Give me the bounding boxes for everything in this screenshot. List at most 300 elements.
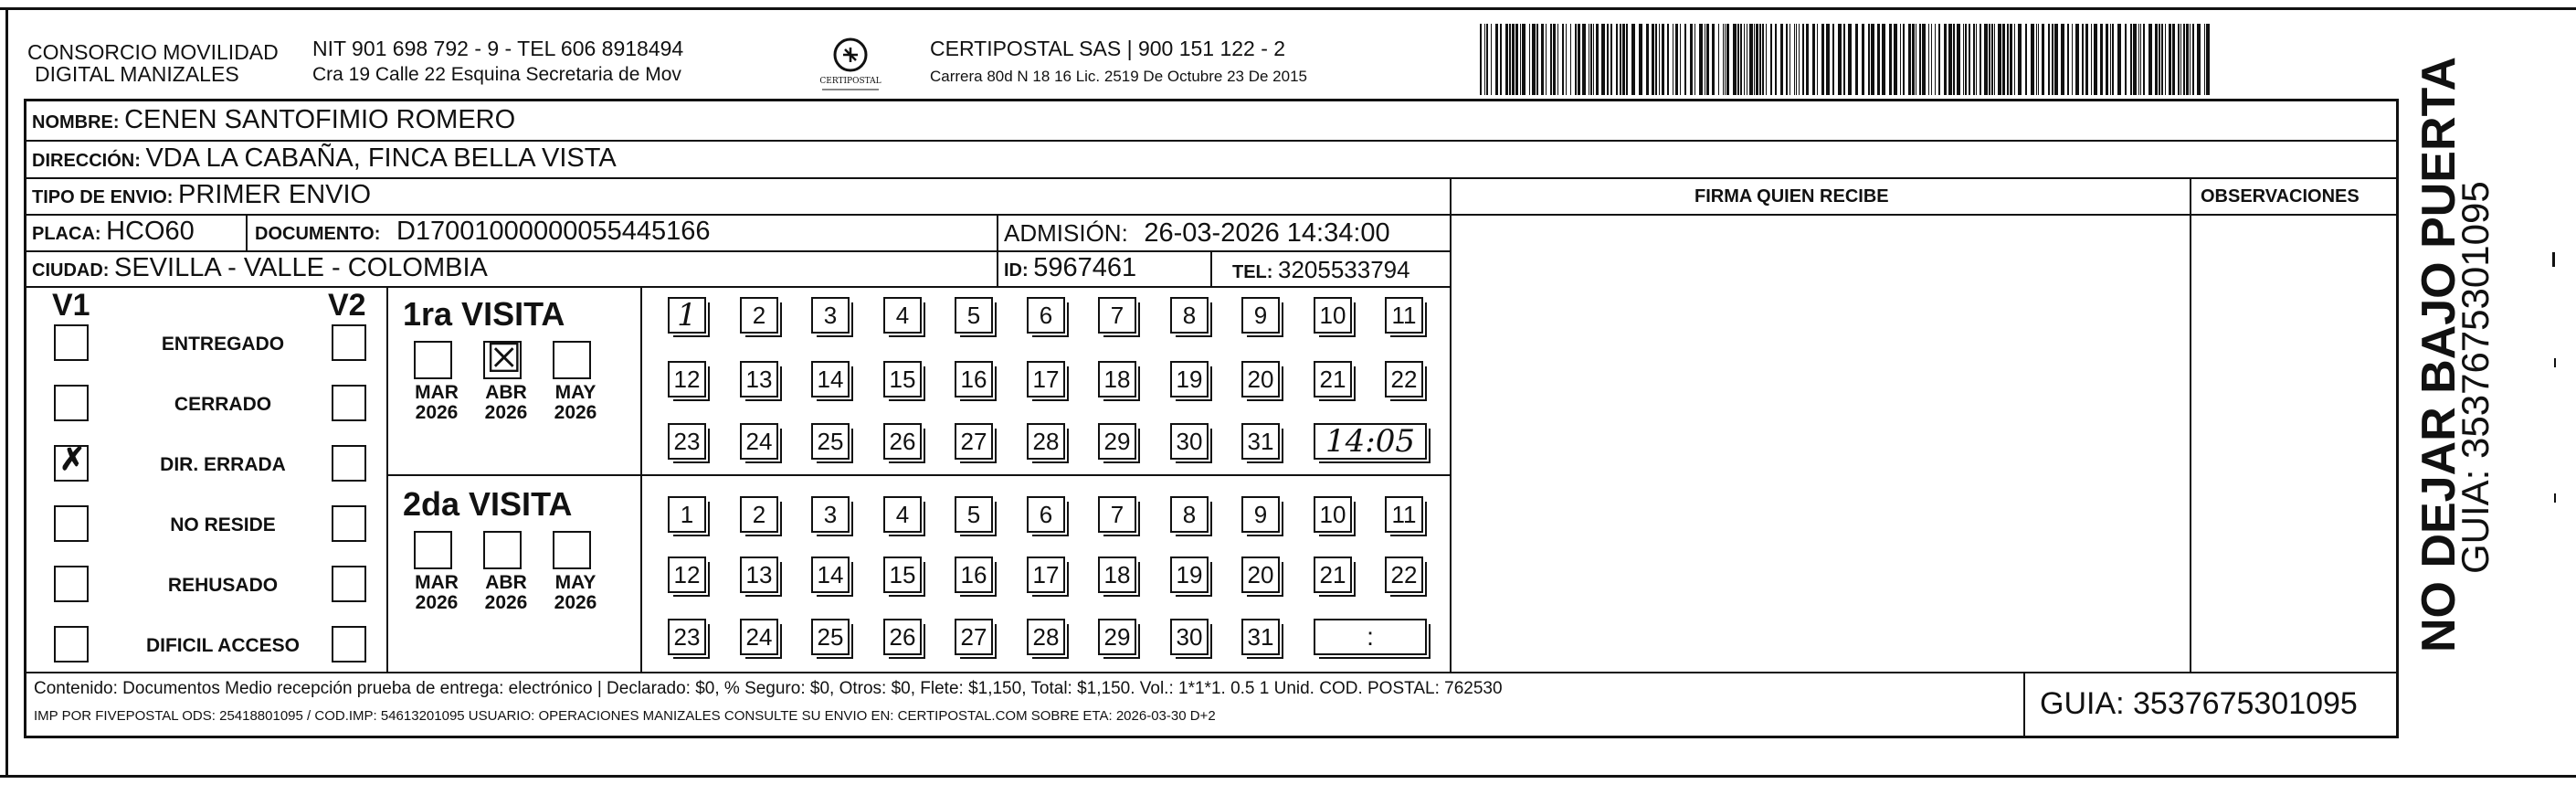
- visita1-day-box[interactable]: 10: [1314, 297, 1352, 334]
- visita2-day-box[interactable]: 24: [740, 619, 778, 655]
- visita1-day-box[interactable]: 5: [955, 297, 993, 334]
- visita1-day-box[interactable]: 7: [1098, 297, 1136, 334]
- barcode-bar: [1684, 24, 1686, 95]
- barcode-bar: [2133, 24, 2137, 95]
- barcode-bar: [2178, 24, 2180, 95]
- visita2-month-checkbox[interactable]: [553, 531, 591, 569]
- status-label: NO RESIDE: [170, 514, 276, 535]
- barcode-bar: [1980, 24, 1981, 95]
- direccion-label: DIRECCIÓN:: [32, 151, 141, 171]
- visita2-day-box[interactable]: 9: [1241, 496, 1280, 533]
- barcode-bar: [2010, 24, 2012, 95]
- page-edge-left: [5, 7, 8, 778]
- barcode-bar: [1553, 24, 1556, 95]
- barcode-bar: [1733, 24, 1737, 95]
- visita2-month-checkbox[interactable]: [414, 531, 452, 569]
- visita2-day-box[interactable]: 14: [811, 556, 850, 593]
- barcode-bar: [1675, 24, 1678, 95]
- no-dejar-bajo-puerta: NO DEJAR BAJO PUERTA: [2412, 56, 2465, 652]
- barcode-bar: [1601, 24, 1605, 95]
- barcode-bar: [1491, 24, 1492, 95]
- barcode-bar: [1505, 24, 1508, 95]
- month-year: 2026: [415, 402, 459, 423]
- barcode-bar: [2094, 24, 2097, 95]
- imp-text: IMP POR FIVEPOSTAL ODS: 25418801095 / COD.IMP: 54613201095 USUARIO: OPERACIONES MANIZALES CONSULTE SU ENVIO EN: CERTIPOSTAL.COM SOBRE ETA: 2026-03-30 D+2: [34, 708, 1216, 724]
- documento-value: D17001000000055445166: [396, 217, 711, 246]
- visita1-day-box[interactable]: 1: [668, 297, 706, 334]
- barcode-bar: [2061, 24, 2064, 95]
- v1-checkbox[interactable]: [54, 385, 89, 421]
- month-year: 2026: [484, 402, 528, 423]
- barcode-bar: [2007, 24, 2009, 95]
- visita2-day-box[interactable]: 20: [1241, 556, 1280, 593]
- visita1-day-box[interactable]: 31: [1241, 423, 1280, 460]
- barcode-bar: [1963, 24, 1964, 95]
- barcode-bar: [1616, 24, 1618, 95]
- placa-label: PLACA:: [32, 224, 101, 244]
- visita2-day-box[interactable]: 22: [1385, 556, 1423, 593]
- visita1-day-box[interactable]: 27: [955, 423, 993, 460]
- status-label: DIFICIL ACCESO: [145, 635, 300, 656]
- barcode-bar: [1570, 24, 1571, 95]
- barcode-bar: [2031, 24, 2034, 95]
- firma-header: FIRMA QUIEN RECIBE: [1694, 186, 1889, 207]
- barcode-bar: [2138, 24, 2139, 95]
- visita2-day-box[interactable]: 25: [811, 619, 850, 655]
- visita2-day-box[interactable]: 12: [668, 556, 706, 593]
- tipo-envio-label: TIPO DE ENVIO:: [32, 187, 174, 207]
- barcode-bar: [1646, 24, 1649, 95]
- barcode-bar: [1994, 24, 1995, 95]
- barcode-bar: [1806, 24, 1809, 95]
- visita1-day-box[interactable]: 3: [811, 297, 850, 334]
- barcode-bar: [2172, 24, 2175, 95]
- barcode-bar: [1802, 24, 1804, 95]
- barcode-bar: [1659, 24, 1660, 95]
- v1-label: V1: [52, 288, 90, 323]
- visita2-day-box[interactable]: 11: [1385, 496, 1423, 533]
- barcode-bar: [2117, 24, 2121, 95]
- v2-checkbox[interactable]: [332, 505, 366, 542]
- tipo-envio-field: [32, 180, 372, 209]
- barcode-bar: [2161, 24, 2163, 95]
- barcode-bar: [2014, 24, 2015, 95]
- barcode-bar: [1794, 24, 1795, 95]
- visita1-month-label: [544, 383, 607, 423]
- visita1-day-box[interactable]: 30: [1170, 423, 1209, 460]
- visita2-day-box[interactable]: 16: [955, 556, 993, 593]
- visita1-day-box[interactable]: 14: [811, 361, 850, 398]
- barcode-bar: [1903, 24, 1905, 95]
- visita1-day-box[interactable]: 26: [883, 423, 922, 460]
- id-field: [1004, 253, 1137, 282]
- visita1-title: 1ra VISITA: [403, 295, 565, 333]
- barcode-bar: [2091, 24, 2092, 95]
- visita1-day-box[interactable]: 13: [740, 361, 778, 398]
- barcode-bar: [1780, 24, 1783, 95]
- barcode-bar: [1868, 24, 1870, 95]
- visita2-day-box[interactable]: 10: [1314, 496, 1352, 533]
- v2-checkbox[interactable]: [332, 566, 366, 602]
- barcode-bar: [1821, 24, 1824, 95]
- barcode-bar: [2204, 24, 2205, 95]
- visita1-month-checkbox[interactable]: [553, 341, 591, 379]
- barcode-bar: [2155, 24, 2158, 95]
- barcode-bar: [2140, 24, 2141, 95]
- shipping-label-frame: [24, 99, 2399, 738]
- barcode-bar: [1557, 24, 1558, 95]
- visita1-time-box[interactable]: 14:05: [1314, 423, 1427, 460]
- page-edge-bottom: [0, 775, 2576, 778]
- v1-checkbox[interactable]: [54, 324, 89, 361]
- barcode-bar: [1690, 24, 1693, 95]
- visita2-day-box[interactable]: 7: [1098, 496, 1136, 533]
- barcode-bar: [1486, 24, 1488, 95]
- barcode-bar: [1756, 24, 1758, 95]
- status-label: ENTREGADO: [161, 334, 285, 355]
- month-name: ABR: [485, 382, 527, 403]
- barcode-bar: [2054, 24, 2058, 95]
- barcode-bar: [1484, 24, 1485, 95]
- barcode-bar: [1944, 24, 1947, 95]
- certipostal-logo-icon: [813, 35, 888, 95]
- barcode-bar: [2052, 24, 2053, 95]
- barcode-bar: [2002, 24, 2005, 95]
- visita1-day-box[interactable]: 15: [883, 361, 922, 398]
- visita2-month-label: [474, 573, 538, 613]
- visita2-day-box[interactable]: 27: [955, 619, 993, 655]
- barcode-bar: [2169, 24, 2171, 95]
- tipo-envio-value: PRIMER ENVIO: [178, 180, 372, 209]
- barcode-bar: [1509, 24, 1511, 95]
- barcode-bar: [1796, 24, 1797, 95]
- barcode-bar: [2072, 24, 2073, 95]
- barcode-bar: [1862, 24, 1864, 95]
- visita1-day-box[interactable]: 16: [955, 361, 993, 398]
- visita1-day-box[interactable]: 20: [1241, 361, 1280, 398]
- visita2-day-box[interactable]: 2: [740, 496, 778, 533]
- barcode-bar: [1984, 24, 1988, 95]
- sender-name-1: CONSORCIO MOVILIDAD: [27, 40, 279, 64]
- barcode-bar: [2183, 24, 2185, 95]
- carrier-line: CERTIPOSTAL SAS | 900 151 122 - 2: [930, 37, 1286, 60]
- barcode-bar: [2110, 24, 2111, 95]
- barcode-bar: [2159, 24, 2160, 95]
- barcode-bar: [1786, 24, 1788, 95]
- barcode-bar: [1607, 24, 1609, 95]
- barcode-bar: [1680, 24, 1681, 95]
- visita2-day-box[interactable]: 21: [1314, 556, 1352, 593]
- v1-check-mark: ✗: [59, 441, 86, 478]
- barcode-bar: [1575, 24, 1577, 95]
- barcode-bar: [1922, 24, 1926, 95]
- visita2-day-box[interactable]: 30: [1170, 619, 1209, 655]
- v1-checkbox[interactable]: [54, 505, 89, 542]
- barcode-bar: [2100, 24, 2103, 95]
- visita1-day-box[interactable]: 17: [1027, 361, 1065, 398]
- admision-label: ADMISIÓN:: [1004, 219, 1128, 247]
- documento-field: [255, 217, 711, 246]
- page-edge-top: [0, 7, 2576, 10]
- visita1-day-box[interactable]: 8: [1170, 297, 1209, 334]
- barcode-bar: [1775, 24, 1777, 95]
- nombre-value: CENEN SANTOFIMIO ROMERO: [124, 105, 516, 134]
- ciudad-label: CIUDAD:: [32, 260, 110, 281]
- visita2-day-box[interactable]: 19: [1170, 556, 1209, 593]
- visita2-day-box[interactable]: 28: [1027, 619, 1065, 655]
- barcode-bar: [1991, 24, 1993, 95]
- visita1-day-box[interactable]: 18: [1098, 361, 1136, 398]
- barcode-bar: [2067, 24, 2069, 95]
- visita1-day-box[interactable]: 2: [740, 297, 778, 334]
- barcode-bar: [1799, 24, 1800, 95]
- month-name: ABR: [485, 572, 527, 593]
- barcode-bar: [1740, 24, 1742, 95]
- barcode-bar: [1662, 24, 1664, 95]
- ciudad-field: [32, 253, 488, 282]
- id-value: 5967461: [1033, 253, 1137, 282]
- barcode-bar: [1566, 24, 1567, 95]
- barcode-bar: [1652, 24, 1654, 95]
- barcode-bar: [1908, 24, 1911, 95]
- barcode-bar: [1667, 24, 1669, 95]
- barcode-bar: [2206, 24, 2210, 95]
- barcode-bar: [2025, 24, 2027, 95]
- visita2-day-box[interactable]: 15: [883, 556, 922, 593]
- edge-mark: [2554, 493, 2556, 503]
- visita1-month-checkbox[interactable]: [414, 341, 452, 379]
- placa-value: HCO60: [106, 217, 195, 246]
- visita1-month-label: [405, 383, 469, 423]
- barcode-bar: [1737, 24, 1739, 95]
- v2-checkbox[interactable]: [332, 626, 366, 662]
- month-year: 2026: [554, 402, 597, 423]
- placa-field: [32, 217, 195, 246]
- barcode-bar: [1593, 24, 1594, 95]
- visita1-day-box[interactable]: 25: [811, 423, 850, 460]
- tel-value: 3205533794: [1278, 256, 1410, 283]
- v2-checkbox[interactable]: [332, 445, 366, 482]
- barcode-bar: [1706, 24, 1709, 95]
- v1-checkbox[interactable]: [54, 566, 89, 602]
- barcode-bar: [2106, 24, 2108, 95]
- barcode-bar: [1938, 24, 1940, 95]
- visita1-day-box[interactable]: 11: [1385, 297, 1423, 334]
- barcode-bar: [1725, 24, 1726, 95]
- barcode-bar: [1718, 24, 1719, 95]
- barcode-bar: [1522, 24, 1526, 95]
- barcode-bar: [2075, 24, 2079, 95]
- guia-side: GUIA: 3537675301095: [2454, 181, 2497, 574]
- barcode-bar: [2192, 24, 2194, 95]
- v2-checkbox[interactable]: [332, 324, 366, 361]
- barcode-bar: [1744, 24, 1745, 95]
- barcode-bar: [2165, 24, 2166, 95]
- barcode-bar: [1948, 24, 1952, 95]
- barcode-bar: [1726, 24, 1729, 95]
- v1-checkbox[interactable]: [54, 441, 89, 482]
- visita2-title: 2da VISITA: [403, 485, 573, 523]
- visita2-time-box[interactable]: :: [1314, 619, 1427, 655]
- barcode-bar: [2036, 24, 2037, 95]
- visita1-day-box[interactable]: 28: [1027, 423, 1065, 460]
- v2-checkbox[interactable]: [332, 385, 366, 421]
- edge-mark: [2554, 358, 2556, 367]
- barcode-bar: [1590, 24, 1592, 95]
- barcode-bar: [1515, 24, 1518, 95]
- visita2-day-box[interactable]: 18: [1098, 556, 1136, 593]
- visita2-day-box[interactable]: 13: [740, 556, 778, 593]
- barcode-bar: [2018, 24, 2022, 95]
- barcode-bar: [1694, 24, 1695, 95]
- nombre-label: NOMBRE:: [32, 112, 120, 132]
- visita1-day-box[interactable]: 12: [668, 361, 706, 398]
- month-year: 2026: [554, 592, 597, 613]
- visita1-day-box[interactable]: 21: [1314, 361, 1352, 398]
- visita2-month-label: [544, 573, 607, 613]
- barcode-bar: [1541, 24, 1544, 95]
- visita1-day-box[interactable]: 9: [1241, 297, 1280, 334]
- barcode-bar: [2038, 24, 2039, 95]
- barcode-bar: [2085, 24, 2088, 95]
- barcode-bar: [1931, 24, 1932, 95]
- sender-name-2: DIGITAL MANIZALES: [35, 62, 239, 86]
- observaciones-header: OBSERVACIONES: [2201, 186, 2360, 207]
- carrier-address: Carrera 80d N 18 16 Lic. 2519 De Octubre 23 De 2015: [930, 68, 1307, 85]
- barcode-bar: [1699, 24, 1703, 95]
- barcode-bar: [1789, 24, 1790, 95]
- visita2-day-box[interactable]: 1: [668, 496, 706, 533]
- barcode-bar: [2186, 24, 2189, 95]
- barcode-bar: [1817, 24, 1818, 95]
- barcode-bar: [1766, 24, 1767, 95]
- tel-label: TEL:: [1232, 262, 1273, 282]
- edge-mark: [2552, 252, 2555, 267]
- month-name: MAY: [554, 572, 596, 593]
- visita2-month-checkbox[interactable]: [483, 531, 522, 569]
- barcode: [1480, 24, 2211, 95]
- barcode-bar: [1998, 24, 2001, 95]
- barcode-bar: [1582, 24, 1586, 95]
- status-label: REHUSADO: [167, 575, 279, 596]
- barcode-bar: [1512, 24, 1515, 95]
- barcode-bar: [1520, 24, 1521, 95]
- barcode-bar: [1953, 24, 1955, 95]
- visita1-day-box[interactable]: 23: [668, 423, 706, 460]
- visita2-day-box[interactable]: 4: [883, 496, 922, 533]
- barcode-bar: [1770, 24, 1772, 95]
- barcode-bar: [2082, 24, 2084, 95]
- visita1-day-box[interactable]: 19: [1170, 361, 1209, 398]
- v2-label: V2: [328, 288, 366, 323]
- barcode-bar: [1754, 24, 1755, 95]
- admision-value: 26-03-2026 14:34:00: [1144, 218, 1390, 248]
- barcode-bar: [1989, 24, 1990, 95]
- sender-address: Cra 19 Calle 22 Esquina Secretaria de Mov: [312, 64, 681, 85]
- contenido-text: Contenido: Documentos Medio recepción prueba de entrega: electrónico | Declarado: $0, % Seguro: $0, Otros: $0, Flete: $1,150, Total: $1,150. Vol.: 1*1*1. 0.5 1 Unid. COD. POSTAL: 762530: [34, 679, 1503, 698]
- barcode-bar: [2042, 24, 2044, 95]
- barcode-bar: [2190, 24, 2191, 95]
- visita1-month-checkbox[interactable]: [483, 336, 523, 381]
- barcode-bar: [1762, 24, 1764, 95]
- status-label: DIR. ERRADA: [160, 454, 286, 475]
- barcode-bar: [1631, 24, 1635, 95]
- ciudad-value: SEVILLA - VALLE - COLOMBIA: [114, 253, 488, 282]
- barcode-bar: [1832, 24, 1834, 95]
- visita1-day-box[interactable]: 24: [740, 423, 778, 460]
- visita2-day-box[interactable]: 31: [1241, 619, 1280, 655]
- barcode-bar: [1500, 24, 1502, 95]
- barcode-bar: [1550, 24, 1552, 95]
- barcode-bar: [1620, 24, 1621, 95]
- visita1-day-box[interactable]: 4: [883, 297, 922, 334]
- visita1-day-box[interactable]: 6: [1027, 297, 1065, 334]
- month-name: MAR: [415, 382, 459, 403]
- barcode-bar: [1976, 24, 1977, 95]
- barcode-bar: [1622, 24, 1625, 95]
- barcode-bar: [1965, 24, 1967, 95]
- visita2-day-box[interactable]: 23: [668, 619, 706, 655]
- month-year: 2026: [484, 592, 528, 613]
- guia-footer: GUIA: 3537675301095: [2040, 686, 2358, 721]
- barcode-bar: [2197, 24, 2201, 95]
- barcode-bar: [1655, 24, 1657, 95]
- visita2-day-box[interactable]: 17: [1027, 556, 1065, 593]
- visita2-day-box[interactable]: 3: [811, 496, 850, 533]
- documento-label: DOCUMENTO:: [255, 224, 381, 244]
- month-name: MAY: [554, 382, 596, 403]
- month-name: MAR: [415, 572, 459, 593]
- v1-checkbox[interactable]: [54, 626, 89, 662]
- barcode-bar: [1871, 24, 1874, 95]
- visita1-day-box[interactable]: 29: [1098, 423, 1136, 460]
- barcode-bar: [1480, 24, 1482, 95]
- barcode-bar: [1969, 24, 1970, 95]
- visita2-day-box[interactable]: 26: [883, 619, 922, 655]
- visita1-day-box[interactable]: 22: [1385, 361, 1423, 398]
- barcode-bar: [1889, 24, 1892, 95]
- id-label: ID:: [1004, 260, 1029, 281]
- barcode-bar: [1826, 24, 1830, 95]
- barcode-bar: [2148, 24, 2152, 95]
- barcode-bar: [1546, 24, 1547, 95]
- visita2-day-box[interactable]: 6: [1027, 496, 1065, 533]
- barcode-bar: [1712, 24, 1715, 95]
- barcode-bar: [2180, 24, 2181, 95]
- barcode-bar: [1928, 24, 1929, 95]
- barcode-bar: [1639, 24, 1642, 95]
- barcode-bar: [1749, 24, 1753, 95]
- barcode-bar: [1973, 24, 1975, 95]
- barcode-bar: [1723, 24, 1724, 95]
- barcode-bar: [1495, 24, 1498, 95]
- barcode-bar: [2125, 24, 2127, 95]
- nombre-field: [32, 105, 516, 134]
- barcode-bar: [1532, 24, 1536, 95]
- sender-nit: NIT 901 698 792 - 9 - TEL 606 8918494: [312, 37, 684, 60]
- tel-field: [1232, 256, 1410, 283]
- visita2-day-box[interactable]: 5: [955, 496, 993, 533]
- barcode-bar: [1957, 24, 1960, 95]
- month-year: 2026: [415, 592, 459, 613]
- visita1-month-label: [474, 383, 538, 423]
- visita2-day-box[interactable]: 29: [1098, 619, 1136, 655]
- barcode-bar: [1626, 24, 1628, 95]
- barcode-bar: [1877, 24, 1880, 95]
- visita2-day-box[interactable]: 8: [1170, 496, 1209, 533]
- barcode-bar: [1882, 24, 1885, 95]
- barcode-bar: [1894, 24, 1897, 95]
